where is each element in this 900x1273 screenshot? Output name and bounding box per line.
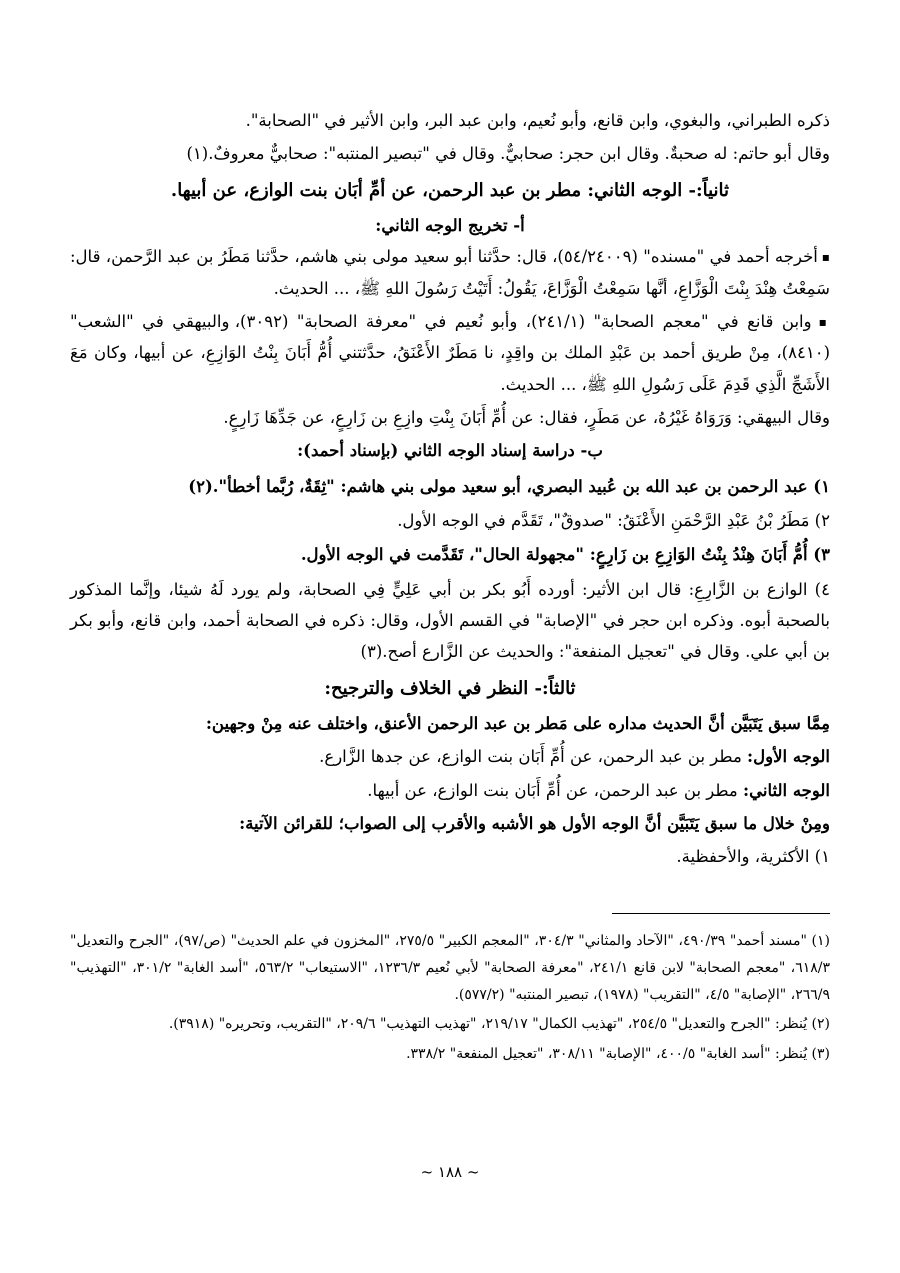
- wajh-1-label: الوجه الأول:: [747, 747, 830, 767]
- wajh-1: [70, 741, 830, 772]
- takhrij-ahmad: ▪ أخرجه أحمد في "مسنده" (٥٤/٢٤٠٠٩)، قال: حدَّثنا أبو سعيد مولى بني هاشم، حدَّثنا مَطَرُ بن عبد الرَّحمن، قال: سَمِعْتُ هِنْدَ بِنْتَ الْوَزَّاعِ، أنَّها سَمِعْتُ الْوَزَّاعَ، يَقُولُ: أَتَيْتُ رَسُولَ اللهِ ﷺ، ... الحديث.: [70, 241, 830, 304]
- footnote-1: (١) "مسند أحمد" ٤٩٠/٣٩، "الآحاد والمثاني" ٣٠٤/٣، "المعجم الكبير" ٢٧٥/٥، "المخزون في علم الحديث" (ص/٩٧)، "الجرح والتعديل" ٦١٨/٣، "معجم الصحابة" لابن قانع ٢٤١/١، "معرفة الصحابة" لأبي نُعيم ١٢٣٦/٣، "الاستيعاب" ٥٦٣/٢، "أسد الغابة" ٣٠١/٢، "التهذيب" ٢٦٦/٩، "الإصابة" ٤/٥، "التقريب" (١٩٧٨)، تبصير المنتبه" (٥٧٧/٢).: [70, 932, 830, 1004]
- intro-line-2: وقال أبو حاتم: له صحبةٌ. وقال ابن حجر: صحابيٌّ. وقال في "تبصير المنتبه": صحابيٌّ معروفٌ.(١): [186, 144, 830, 164]
- narrator-1: ١) عبد الرحمن بن عبد الله بن عُبيد البصري، أبو سعيد مولى بني هاشم: "ثِقَةٌ، رُبَّما أخطأ".(٢): [188, 476, 830, 496]
- wajh-2-label: الوجه الثاني:: [743, 780, 830, 800]
- footnote-separator: [612, 913, 830, 914]
- page-content: [70, 105, 830, 1070]
- narrator-2: ٢) مَطَرُ بْنُ عَبْدِ الرَّحْمَنِ الأَعْنَقُ: "صدوقٌ"، تَقَدَّم في الوجه الأول.: [397, 510, 830, 530]
- conclusion: ومِنْ خلال ما سبق يَتَبَيَّن أنَّ الوجه الأول هو الأشبه والأقرب إلى الصواب؛ للقرائن الآتية:: [239, 813, 830, 833]
- section-2-sub-a: أ- تخريج الوجه الثاني:: [375, 215, 525, 235]
- footnote-3: (٣) يُنظر: "أسد الغابة" ٤٠٠/٥، "الإصابة" ٣٠٨/١١، "تعجيل المنفعة" ٣٣٨/٢.: [406, 1045, 830, 1062]
- wajh-1-text: مطر بن عبد الرحمن، عن أُمِّ أَبَان بنت الوازع، عن جدها الزَّارع.: [319, 747, 748, 767]
- narrators-list: [70, 471, 830, 668]
- reason-1: ١) الأكثرية، والأحفظية.: [676, 847, 830, 867]
- narrator-3: ٣) أُمُّ أَبَانَ هِنْدُ بِنْتُ الوَازِعِ بن زَارِعٍ: "مجهولة الحال"، تَقَدَّمت في الوجه الأول.: [300, 545, 830, 565]
- bayhaqi-note: وقال البيهقي: وَرَوَاهُ غَيْرُهُ، عن مَطَرٍ، فقال: عن أُمِّ أَبَانَ بِنْتِ وازِعِ بن زَارِعٍ، عن جَدِّهَا زَارِعٍ.: [223, 407, 830, 427]
- wajh-2-text: مطر بن عبد الرحمن، عن أُمِّ أَبَان بنت الوازع، عن أبيها.: [367, 780, 744, 800]
- intro-line-1: ذكره الطبراني، والبغوي، وابن قانع، وأبو نُعيم، وابن عبد البر، وابن الأثير في "الصحابة".: [245, 111, 830, 130]
- section-2-sub-b: ب- دراسة إسناد الوجه الثاني (بإسناد أحمد):: [297, 441, 603, 461]
- page-number: ~ ١٨٨ ~: [420, 1163, 480, 1181]
- takhrij-ibn-qani: ▪ وابن قانع في "معجم الصحابة" (٢٤١/١)، وأبو نُعيم في "معرفة الصحابة" (٣٠٩٢)، والبيهقي في "الشعب" (٨٤١٠)، مِنْ طريق أحمد بن عَبْدِ الملك بن واقِدٍ، نا مَطَرٌ الأَعْنَقُ، حدَّثتني أُمُّ أَبَانَ بِنْتُ الوَازِعِ، عن أبيها، وكان مَعَ الأَشَجِّ الَّذِي قَدِمَ عَلَى رَسُولِ اللهِ ﷺ، ... الحديث.: [70, 306, 830, 400]
- narrator-4: ٤) الوازع بن الزَّارِعِ: قال ابن الأثير: أورده أَبُو بكر بن أبي عَلِيٍّ فِي الصحابة، ولم يورد لَهُ شيئا، وإنَّما المذكور بالصحبة أبوه. وذكره ابن حجر في "الإصابة" في القسم الأول، وقال: ذكره في الصحابة أحمد، وابن قانع، وأبو بكر بن أبي علي. وقال في "تعجيل المنفعة": والحديث عن الزَّارع أصح.(٣): [70, 579, 830, 662]
- wajh-2: [70, 775, 830, 806]
- footnote-2: (٢) يُنظر: "الجرح والتعديل" ٢٥٤/٥، "تهذيب الكمال" ٢١٩/١٧، "تهذيب التهذيب" ٢٠٩/٦، "التقريب، وتحريره" (٣٩١٨).: [168, 1016, 830, 1033]
- footnotes: [70, 928, 830, 1068]
- section-2-heading: ثانياً:- الوجه الثاني: مطر بن عبد الرحمن، عن أمِّ أبَان بنت الوازع، عن أبيها.: [170, 179, 730, 201]
- section-3-heading: ثالثاً:- النظر في الخلاف والترجيح:: [324, 677, 576, 699]
- section-3-intro: مِمَّا سبق يَتَبَيَّن أنَّ الحديث مداره على مَطر بن عبد الرحمن الأعنق، واختلف عنه مِنْ وجهين:: [205, 713, 830, 733]
